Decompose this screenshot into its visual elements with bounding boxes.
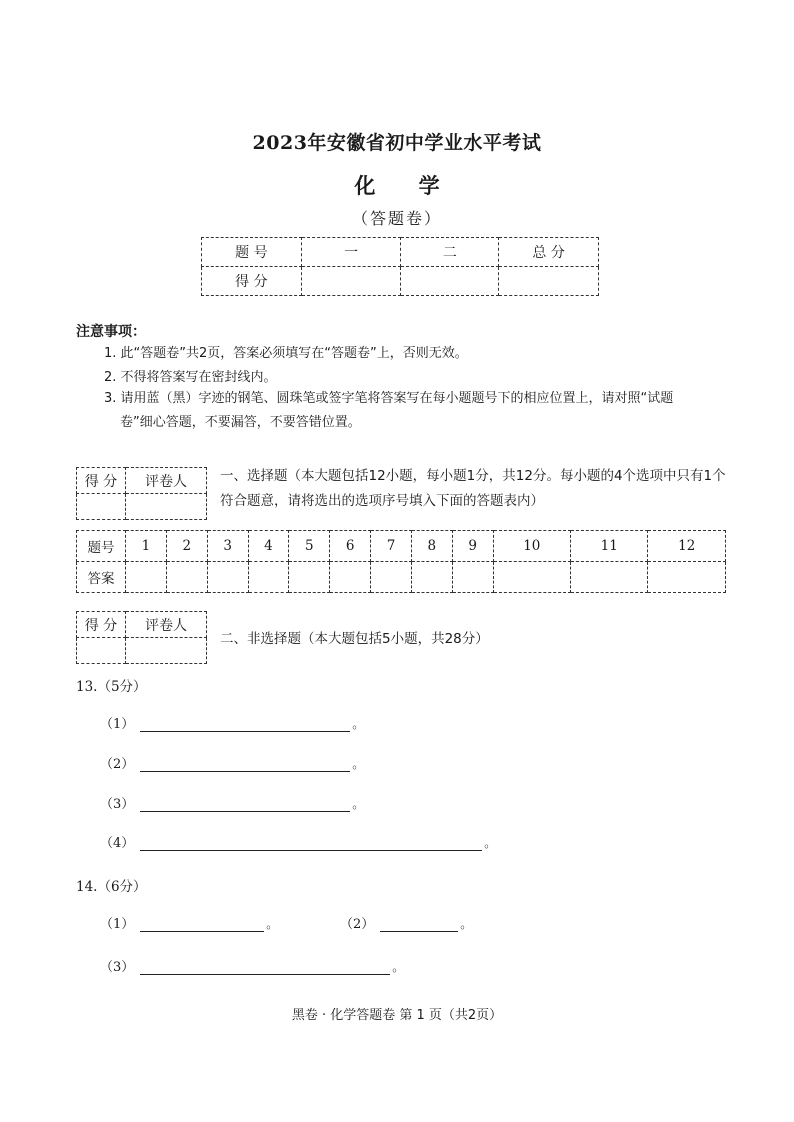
period-mark: 。 (484, 836, 497, 850)
answer-cell[interactable] (207, 562, 248, 593)
answer-cell[interactable] (648, 562, 726, 593)
answer-line[interactable] (140, 759, 350, 772)
grader-name-cell[interactable] (126, 638, 207, 664)
score-header-cell: 一 (301, 238, 401, 267)
score-cell[interactable] (301, 267, 401, 296)
answer-table-answer-row (77, 562, 726, 593)
period-mark: 。 (352, 757, 365, 771)
question-number: 9 (452, 531, 493, 562)
answer-cell[interactable] (452, 562, 493, 593)
grader-score-cell[interactable] (77, 494, 126, 520)
period-mark: 。 (352, 797, 365, 811)
period-mark: 。 (392, 960, 405, 974)
grader-name-label: 评卷人 (126, 612, 207, 638)
answer-blank (100, 832, 496, 851)
period-mark: 。 (266, 917, 279, 931)
part-label: （3） (100, 797, 135, 812)
part-label: （2） (340, 917, 375, 932)
grader-score-cell[interactable] (77, 638, 126, 664)
answer-blank (100, 956, 404, 975)
note-item: 1. 此“答题卷”共2页，答案必须填写在“答题卷”上，否则无效。 (104, 346, 468, 361)
note-item: 2. 不得将答案写在密封线内。 (104, 370, 277, 385)
answer-cell[interactable] (571, 562, 648, 593)
answer-cell[interactable] (166, 562, 207, 593)
exam-title: 2023年安徽省初中学业水平考试 (252, 132, 542, 154)
answer-line[interactable] (140, 919, 264, 932)
grader-box (76, 611, 207, 664)
question-number: 7 (371, 531, 412, 562)
question-number: 4 (248, 531, 289, 562)
score-summary-table (201, 237, 599, 296)
part-label: （2） (100, 757, 135, 772)
question-number: 1 (126, 531, 167, 562)
answer-sheet-subtitle: （答题卷） (351, 209, 442, 228)
note-item (104, 389, 729, 433)
period-mark: 。 (460, 917, 473, 931)
question-number: 8 (411, 531, 452, 562)
grader-score-label: 得 分 (77, 468, 126, 494)
part-label: （4） (100, 836, 135, 851)
question-number: 3 (207, 531, 248, 562)
score-header-cell: 二 (401, 238, 499, 267)
score-header-cell: 题 号 (202, 238, 302, 267)
grader-score-label: 得 分 (77, 612, 126, 638)
answer-line[interactable] (140, 719, 350, 732)
question-number: 2 (166, 531, 207, 562)
answer-line[interactable] (140, 838, 482, 851)
question-14-label: 14.（6分） (76, 879, 147, 895)
page-footer: 黑卷 · 化学答题卷 第 1 页（共2页） (291, 1008, 503, 1023)
answer-line[interactable] (140, 962, 390, 975)
note-item-text: 卷”细心答题，不要漏答，不要答错位置。 (120, 415, 361, 430)
part-label: （3） (100, 960, 135, 975)
answer-table (76, 530, 726, 593)
answer-table-number-row (77, 531, 726, 562)
answer-blank (100, 713, 364, 732)
section1-instructions: 一、选择题（本大题包括12小题，每小题1分，共12分。每小题的4个选项中只有1个符合题意，请将选出的选项序号填入下面的答题表内） (220, 468, 726, 509)
subject-title: 化 学 (354, 173, 440, 198)
question-13-label: 13.（5分） (76, 679, 147, 695)
notes-heading: 注意事项： (76, 324, 146, 340)
answer-blank (340, 913, 472, 932)
score-row-label: 得 分 (202, 267, 302, 296)
question-number: 12 (648, 531, 726, 562)
score-cell[interactable] (499, 267, 599, 296)
answer-cell[interactable] (126, 562, 167, 593)
question-number: 11 (571, 531, 648, 562)
grader-box (76, 467, 207, 520)
answer-cell[interactable] (248, 562, 289, 593)
answer-cell[interactable] (289, 562, 330, 593)
answer-table-answer-label: 答案 (77, 562, 126, 593)
score-cell[interactable] (401, 267, 499, 296)
answer-line[interactable] (380, 919, 458, 932)
answer-blank (100, 913, 278, 932)
period-mark: 。 (352, 717, 365, 731)
answer-cell[interactable] (371, 562, 412, 593)
note-item-text: 3. 请用蓝（黑）字迹的钢笔、圆珠笔或签字笔将答案写在每小题题号下的相应位置上，请对照“试题 (104, 391, 674, 406)
answer-blank (100, 793, 364, 812)
section2-instructions: 二、非选择题（本大题包括5小题，共28分） (220, 631, 489, 647)
question-number: 6 (330, 531, 371, 562)
question-number: 5 (289, 531, 330, 562)
part-label: （1） (100, 717, 135, 732)
answer-cell[interactable] (330, 562, 371, 593)
answer-blank (100, 753, 364, 772)
answer-cell[interactable] (493, 562, 570, 593)
grader-name-label: 评卷人 (126, 468, 207, 494)
answer-table-number-label: 题号 (77, 531, 126, 562)
part-label: （1） (100, 917, 135, 932)
answer-line[interactable] (140, 799, 350, 812)
score-header-cell: 总 分 (499, 238, 599, 267)
question-number: 10 (493, 531, 570, 562)
grader-name-cell[interactable] (126, 494, 207, 520)
answer-cell[interactable] (411, 562, 452, 593)
